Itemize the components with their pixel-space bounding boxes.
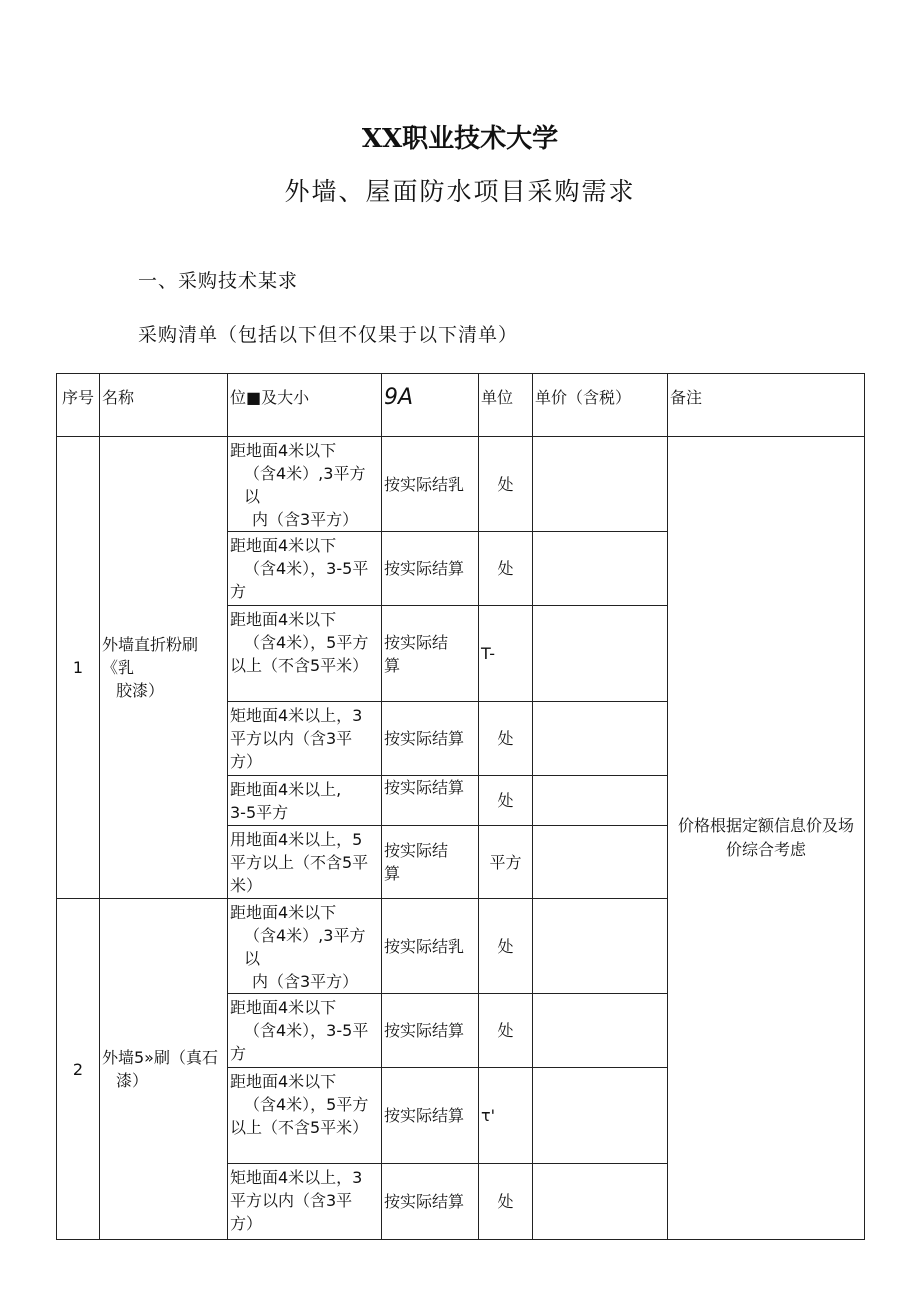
quantity-cell: 按实际结算 — [382, 776, 479, 826]
unit-cell: 处 — [479, 702, 533, 776]
procurement-table — [56, 373, 865, 1240]
position-cell: 距地面4米以下 （含4米）,3平方以 内（含3平方） — [228, 899, 382, 994]
position-cell: 距地面4米以下 （含4米），3-5平 方 — [228, 532, 382, 606]
col-header-price: 单价（含税） — [533, 374, 668, 437]
position-cell: 距地面4米以下 （含4米），3-5平 方 — [228, 994, 382, 1068]
col-header-position: 位■及大小 — [228, 374, 382, 437]
unit-cell: τ' — [479, 1068, 533, 1164]
quantity-cell: 按实际结乳 — [382, 437, 479, 532]
quantity-cell: 按实际结算 — [382, 702, 479, 776]
section-heading: 一、采购技术某求 — [138, 270, 299, 292]
price-cell — [533, 899, 668, 994]
position-cell: 用地面4米以上，5 平方以上（不含5平 米） — [228, 826, 382, 899]
quantity-cell: 按实际结算 — [382, 994, 479, 1068]
col-header-note: 备注 — [668, 374, 865, 437]
name-cell: 外墙5»刷（真石 漆） — [100, 899, 228, 1240]
col-header-unit: 单位 — [479, 374, 533, 437]
quantity-cell: 按实际结算 — [382, 1164, 479, 1240]
unit-cell: T- — [479, 606, 533, 702]
position-cell: 距地面4米以下 （含4米）,3平方以 内（含3平方） — [228, 437, 382, 532]
price-cell — [533, 776, 668, 826]
note-cell: 价格根据定额信息价及场价综合考虑 — [668, 437, 865, 1240]
table-row — [57, 437, 865, 532]
position-cell: 距地面4米以上, 3-5平方 — [228, 776, 382, 826]
table-header-row — [57, 374, 865, 437]
price-cell — [533, 437, 668, 532]
price-cell — [533, 532, 668, 606]
position-cell: 距地面4米以下 （含4米），5平方 以上（不含5平米） — [228, 606, 382, 702]
col-header-seq: 序号 — [57, 374, 100, 437]
position-cell: 距地面4米以下 （含4米），5平方 以上（不含5平米） — [228, 1068, 382, 1164]
price-cell — [533, 702, 668, 776]
price-cell — [533, 606, 668, 702]
seq-cell: 1 — [57, 437, 100, 899]
quantity-cell: 按实际结算 — [382, 1068, 479, 1164]
quantity-cell: 按实际结 算 — [382, 606, 479, 702]
unit-cell: 处 — [479, 437, 533, 532]
position-cell: 矩地面4米以上，3 平方以内（含3平 方） — [228, 1164, 382, 1240]
unit-cell: 处 — [479, 776, 533, 826]
price-cell — [533, 826, 668, 899]
position-cell: 矩地面4米以上，3 平方以内（含3平 方） — [228, 702, 382, 776]
unit-cell: 处 — [479, 994, 533, 1068]
list-caption: 采购清单（包括以下但不仅果于以下清单） — [138, 324, 519, 346]
quantity-cell: 按实际结算 — [382, 532, 479, 606]
price-cell — [533, 1164, 668, 1240]
name-cell: 外墙直折粉刷《乳 胶漆） — [100, 437, 228, 899]
quantity-cell: 按实际结乳 — [382, 899, 479, 994]
document-title: XX职业技术大学 — [361, 124, 559, 154]
unit-cell: 处 — [479, 532, 533, 606]
unit-cell: 处 — [479, 1164, 533, 1240]
unit-cell: 平方 — [479, 826, 533, 899]
price-cell — [533, 994, 668, 1068]
document-subtitle: 外墙、屋面防水项目采购需求 — [284, 177, 636, 206]
seq-cell: 2 — [57, 899, 100, 1240]
col-header-quantity: 9A — [382, 374, 479, 437]
col-header-name: 名称 — [100, 374, 228, 437]
unit-cell: 处 — [479, 899, 533, 994]
quantity-cell: 按实际结 算 — [382, 826, 479, 899]
price-cell — [533, 1068, 668, 1164]
